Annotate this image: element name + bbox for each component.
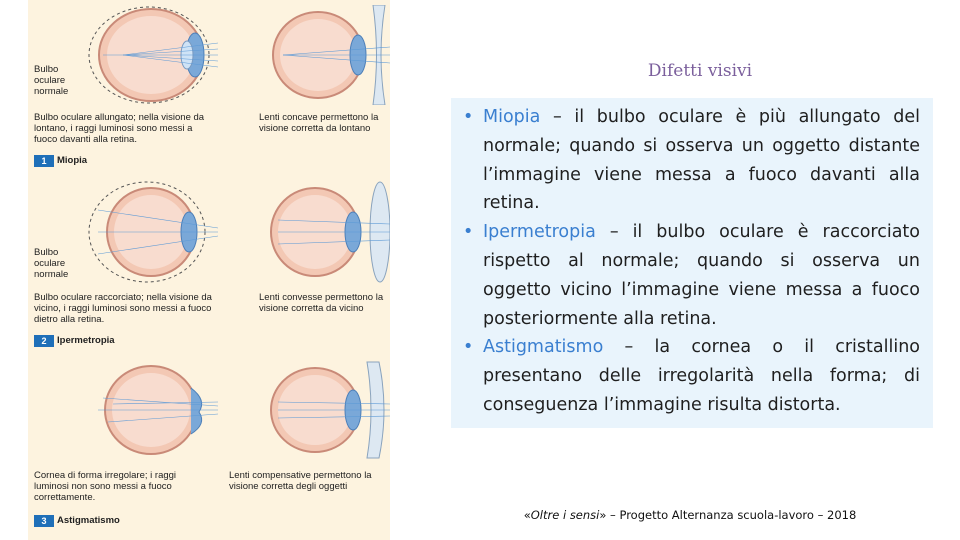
page-title: Difetti visivi: [647, 61, 753, 81]
panel-3-left-caption: Cornea di forma irregolare; i raggi luminosi non sono messi a fuoco correttamente.: [34, 470, 177, 503]
compensative-lens-illustration: [263, 360, 390, 460]
content-box: [451, 98, 933, 428]
panel-3-label: [34, 514, 120, 527]
desc-astigmatismo: – la cornea o il cristallino presentano delle irregolarità nella forma; di conseguenza l’immagine risulta distorta.: [483, 337, 920, 415]
panel-name-3: Astigmatismo: [57, 515, 120, 526]
panel-number-2: 2: [34, 335, 54, 347]
desc-ipermetropia: – il bulbo oculare è raccorciato rispetto al normale; quando si osserva un oggetto vicino l’immagine viene messa a fuoco posteriormente alla retina.: [483, 222, 920, 329]
term-miopia: Miopia: [483, 107, 541, 127]
term-astigmatismo: Astigmatismo: [483, 337, 604, 358]
panel-1-left-caption: Bulbo oculare allungato; nella visione da lontano, i raggi luminosi sono messi a fuoco davanti alla retina.: [34, 112, 205, 145]
list-item-miopia: [461, 103, 920, 218]
desc-miopia: – il bulbo oculare è più allungato del normale; quando si osserva un oggetto distante l’immagine viene messa a fuoco davanti alla retina.: [483, 107, 920, 214]
panel-2-left-caption: Bulbo oculare raccorciato; nella visione da vicino, i raggi luminosi sono messi a fuoco dietro alla retina.: [34, 292, 212, 325]
concave-lens-illustration: [263, 5, 390, 105]
panel-2-label: [34, 334, 115, 347]
myopia-eye-illustration: [83, 5, 218, 105]
panel-number-1: 1: [34, 155, 54, 167]
panel-2-right-caption: Lenti convesse permettono la visione corretta da vicino: [259, 292, 384, 314]
defects-list: [461, 103, 920, 420]
footer-project-name: Oltre i sensi: [530, 508, 600, 522]
astigmatism-eye-illustration: [83, 360, 218, 460]
panel-1-label: [34, 154, 87, 167]
list-item-astigmatismo: [461, 333, 920, 419]
convex-lens-illustration: [263, 180, 390, 285]
panel-3-right-caption: Lenti compensative permettono la visione corretta degli oggetti: [229, 470, 372, 492]
eye-defects-figure: [28, 0, 390, 540]
hyperopia-eye-illustration: [83, 180, 218, 285]
eye-label-1: Bulbo oculare normale: [34, 64, 69, 97]
bullet-icon: •: [463, 107, 474, 127]
panel-1-right-caption: Lenti concave permettono la visione corretta da lontano: [259, 112, 379, 134]
eye-label-2: Bulbo oculare normale: [34, 247, 69, 280]
panel-name-2: Ipermetropia: [57, 335, 115, 346]
panel-name-1: Miopia: [57, 155, 88, 166]
footer: [450, 508, 930, 522]
footer-open-quote: «: [523, 508, 531, 522]
panel-number-3: 3: [34, 515, 54, 527]
bullet-icon: •: [463, 222, 474, 243]
footer-rest: » – Progetto Alternanza scuola-lavoro – 2018: [599, 508, 857, 522]
list-item-ipermetropia: [461, 218, 920, 333]
term-ipermetropia: Ipermetropia: [483, 222, 596, 243]
bullet-icon: •: [463, 337, 474, 358]
